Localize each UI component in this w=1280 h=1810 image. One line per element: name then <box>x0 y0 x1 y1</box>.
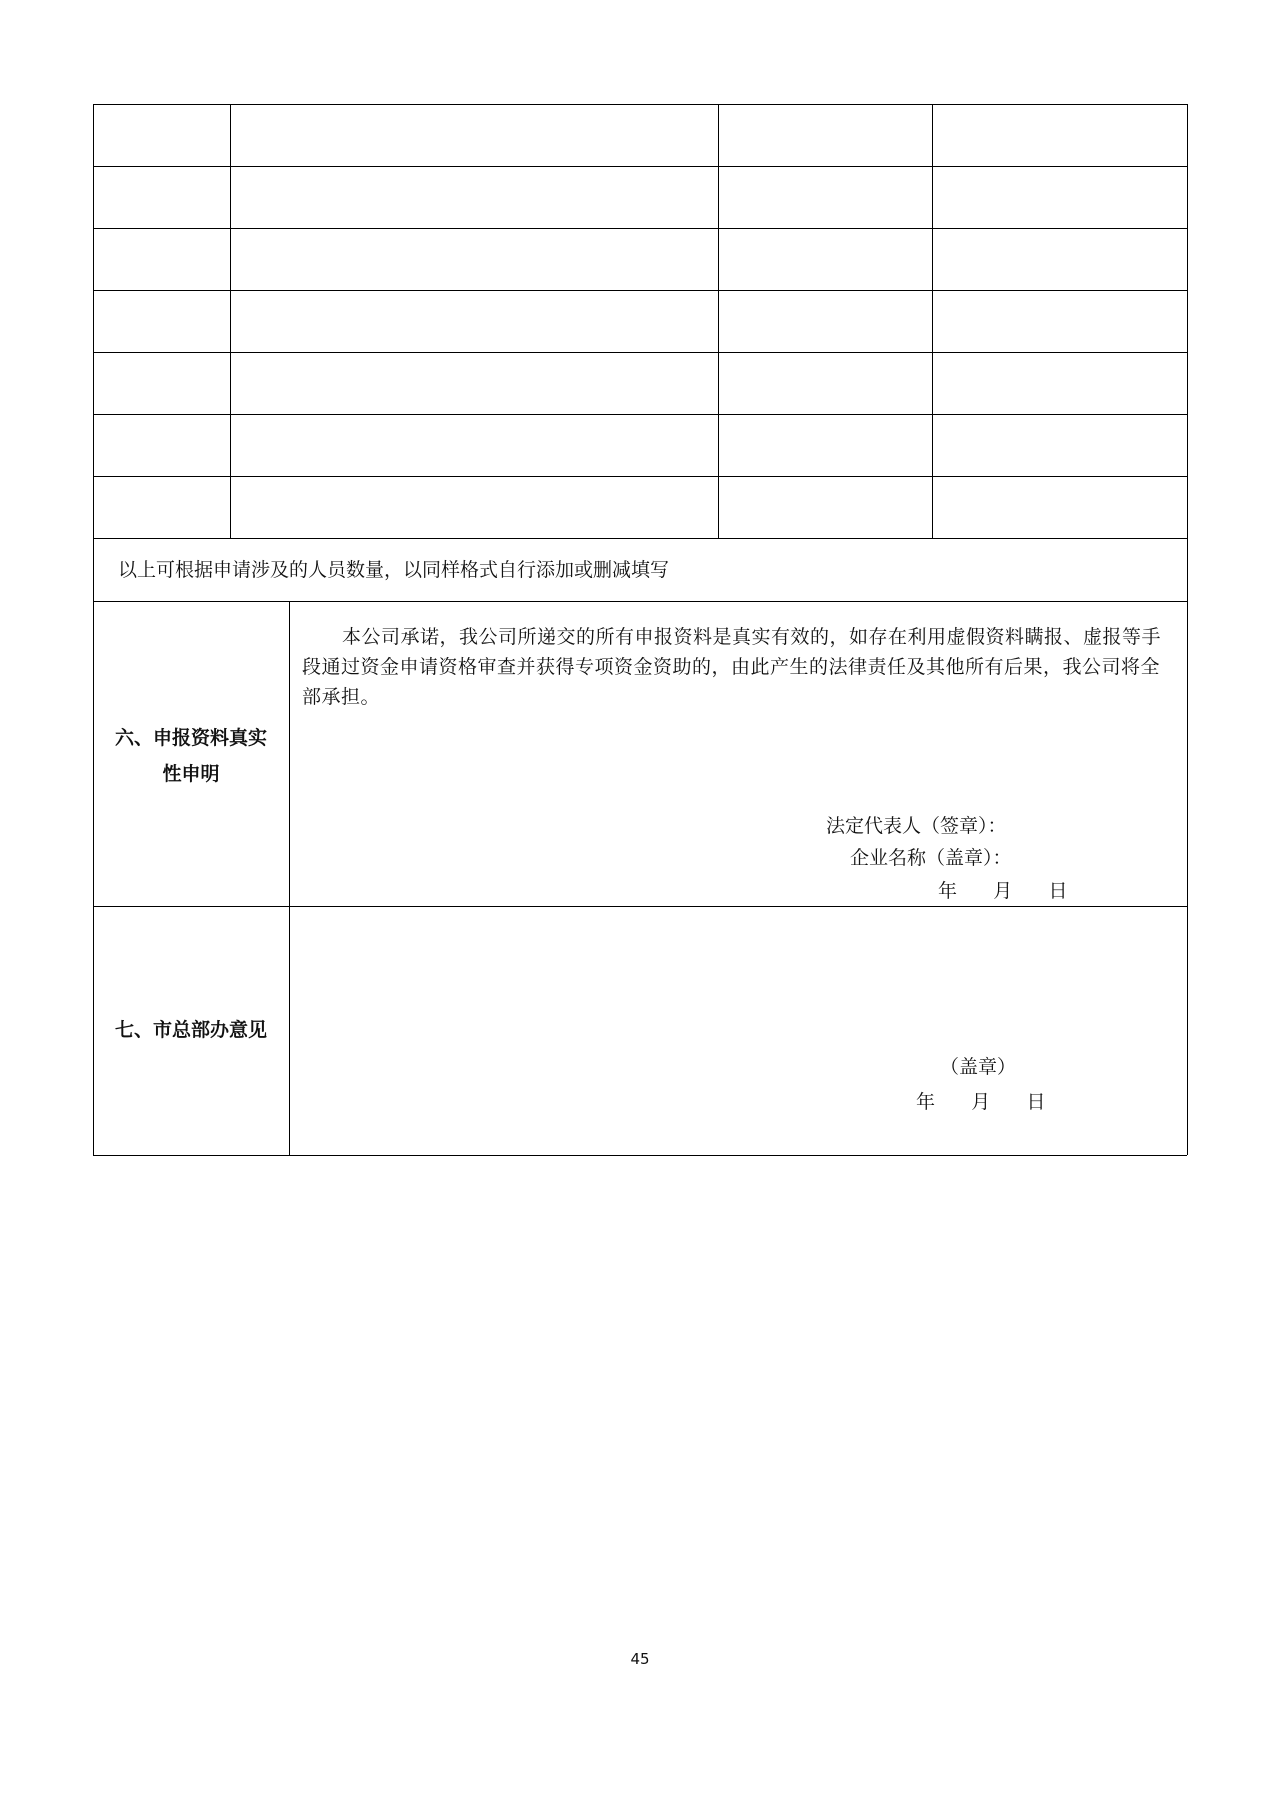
table-row-divider <box>93 352 1187 353</box>
table-border-right <box>1187 104 1188 1155</box>
table-border-bottom <box>93 1155 1187 1156</box>
table-row-divider <box>93 228 1187 229</box>
section6-declaration: 本公司承诺，我公司所递交的所有申报资料是真实有效的，如存在利用虚假资料瞒报、虚报等手段通过资金申请资格审查并获得专项资金资助的，由此产生的法律责任及其他所有后果，我公司将全部承担。 <box>302 626 1162 708</box>
table-border-left <box>93 104 94 1155</box>
section6-label <box>93 720 289 792</box>
section7-seal: （盖章） <box>940 1056 1017 1078</box>
page-number: 45 <box>630 1650 650 1668</box>
table-row-divider <box>93 538 1187 539</box>
table-col-divider <box>289 601 290 1155</box>
section6-label-line2: 性申明 <box>162 763 220 785</box>
table-col-divider <box>932 104 933 538</box>
table-row-divider <box>93 476 1187 477</box>
table-note: 以上可根据申请涉及的人员数量，以同样格式自行添加或删减填写 <box>118 559 670 581</box>
table-row-divider <box>93 906 1187 907</box>
table-col-divider <box>718 104 719 538</box>
table-col-divider <box>230 104 231 538</box>
section7-label: 七、市总部办意见 <box>114 1019 267 1041</box>
table-row-divider <box>93 414 1187 415</box>
table-border-top <box>93 104 1187 105</box>
table-row-divider <box>93 290 1187 291</box>
section6-label-line1: 六、申报资料真实 <box>114 727 267 749</box>
legal-representative-signature: 法定代表人（签章）： <box>826 815 1007 837</box>
table-row-divider <box>93 166 1187 167</box>
company-name-seal: 企业名称（盖章）： <box>850 847 1012 869</box>
section6-date: 年 月 日 <box>938 880 1068 902</box>
table-row-divider <box>93 601 1187 602</box>
section7-date: 年 月 日 <box>916 1091 1046 1113</box>
